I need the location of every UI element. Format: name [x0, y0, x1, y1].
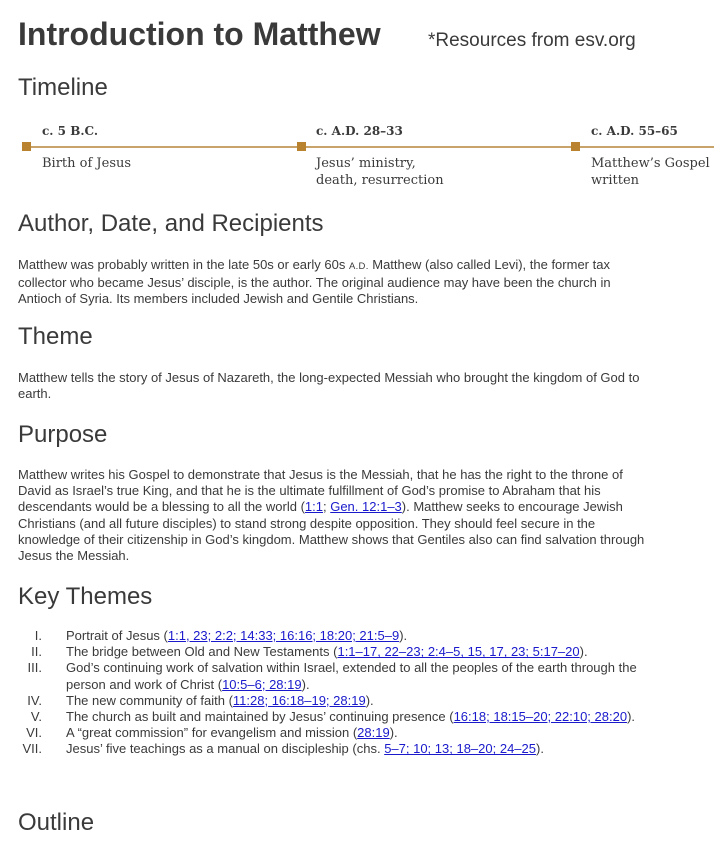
list-text-end: ). — [627, 709, 636, 725]
purpose-ref-1[interactable]: 1:1 — [304, 499, 323, 515]
key-themes-list — [18, 628, 648, 758]
list-number: VI. — [26, 725, 42, 741]
heading-outline: Outline — [18, 809, 95, 836]
purpose-text-1: Matthew writes his Gospel to demonstrate that Jesus is the Messiah, that he has the right to the throne of David as Israel’s true King, and that he is the ultimate fulfillment of God’s promise to Abraham that his descendants would be a blessing to all the world ( — [18, 467, 623, 515]
list-text: Jesus’ five teachings as a manual on discipleship (chs. — [66, 741, 385, 757]
scripture-link[interactable]: 1:1–17, 22–23; 2:4–5, 15, 17, 23; 5:17–20 — [337, 644, 580, 660]
list-item — [18, 644, 648, 660]
timeline-date-1: c. 5 B.C. — [42, 124, 99, 138]
heading-timeline: Timeline — [18, 74, 108, 101]
purpose-paragraph — [18, 467, 648, 564]
list-item — [18, 741, 648, 757]
list-item — [18, 709, 648, 725]
list-text: God’s continuing work of salvation within Israel, extended to all the peoples of the earth through the person and work of Christ ( — [66, 660, 637, 692]
timeline-label-2: Jesus’ ministry, death, resurrection — [316, 156, 444, 188]
scripture-link[interactable]: 1:1, 23; 2:2; 14:33; 16:16; 18:20; 21:5–9 — [167, 628, 400, 643]
list-text: A “great commission” for evangelism and mission ( — [66, 725, 358, 741]
list-text-end: ). — [365, 692, 374, 708]
timeline-date-3: c. A.D. 55–65 — [591, 124, 678, 138]
timeline-label-1: Birth of Jesus — [42, 156, 132, 171]
heading-theme: Theme — [18, 323, 93, 350]
list-text-end: ). — [536, 741, 544, 757]
scripture-link[interactable]: 11:28; 16:18–19; 28:19 — [232, 692, 366, 708]
timeline-marker-2 — [297, 142, 306, 151]
list-text-end: ). — [399, 628, 408, 643]
scripture-link[interactable]: 10:5–6; 28:19 — [222, 676, 302, 692]
list-text-end: ). — [579, 644, 588, 660]
author-text-2: Matthew (also called Levi), the former tax collector who became Jesus’ disciple, is the author. The original audience may have been the church in Antioch of Syria. Its members included Jewish and Gentile Christians. — [18, 257, 611, 307]
author-ad: A.D. — [348, 261, 369, 272]
purpose-sep: ; — [322, 499, 331, 515]
list-number: II. — [31, 644, 42, 660]
list-item — [18, 628, 648, 644]
list-number: VII. — [22, 741, 42, 757]
purpose-text-2: ). Matthew seeks to encourage Jewish Christians (and all future disciples) to stand strong despite opposition. They should feel secure in the knowledge of their citizenship in God’s kingdom. Matthew shows that Gentiles also can find salvation through Jesus the Messiah. — [18, 499, 645, 564]
list-number: I. — [34, 628, 42, 643]
scripture-link[interactable]: 5–7; 10; 13; 18–20; 24–25 — [384, 741, 536, 757]
list-text-end: ). — [389, 725, 398, 741]
heading-author: Author, Date, and Recipients — [18, 210, 324, 237]
author-text-1: Matthew was probably written in the late 50s or early 60s — [18, 257, 349, 272]
list-item — [18, 693, 648, 709]
timeline-date-2: c. A.D. 28–33 — [316, 124, 403, 138]
scripture-link[interactable]: 16:18; 18:15–20; 22:10; 28:20 — [453, 709, 628, 725]
timeline-line — [24, 146, 714, 148]
list-text: Portrait of Jesus ( — [66, 628, 168, 643]
list-number: IV. — [27, 692, 42, 708]
list-text-end: ). — [301, 676, 310, 692]
list-item — [18, 725, 648, 741]
resources-note: *Resources from esv.org — [428, 30, 636, 51]
heading-key-themes: Key Themes — [18, 583, 153, 610]
list-text: The church as built and maintained by Jesus’ continuing presence ( — [66, 709, 454, 725]
list-text: The bridge between Old and New Testaments ( — [66, 644, 338, 660]
timeline-label-3: Matthew’s Gospel written — [591, 156, 710, 188]
theme-paragraph: Matthew tells the story of Jesus of Nazareth, the long-expected Messiah who brought the kingdom of God to earth. — [18, 370, 640, 402]
heading-purpose: Purpose — [18, 421, 108, 448]
author-paragraph — [18, 257, 648, 308]
timeline-marker-1 — [22, 142, 31, 151]
list-number: III. — [27, 660, 42, 676]
scripture-link[interactable]: 28:19 — [357, 725, 390, 741]
list-item — [18, 660, 648, 692]
list-number: V. — [30, 709, 42, 725]
page-title: Introduction to Matthew — [18, 16, 381, 52]
list-text: The new community of faith ( — [66, 692, 233, 708]
purpose-ref-2[interactable]: Gen. 12:1–3 — [330, 499, 402, 515]
timeline-marker-3 — [571, 142, 580, 151]
